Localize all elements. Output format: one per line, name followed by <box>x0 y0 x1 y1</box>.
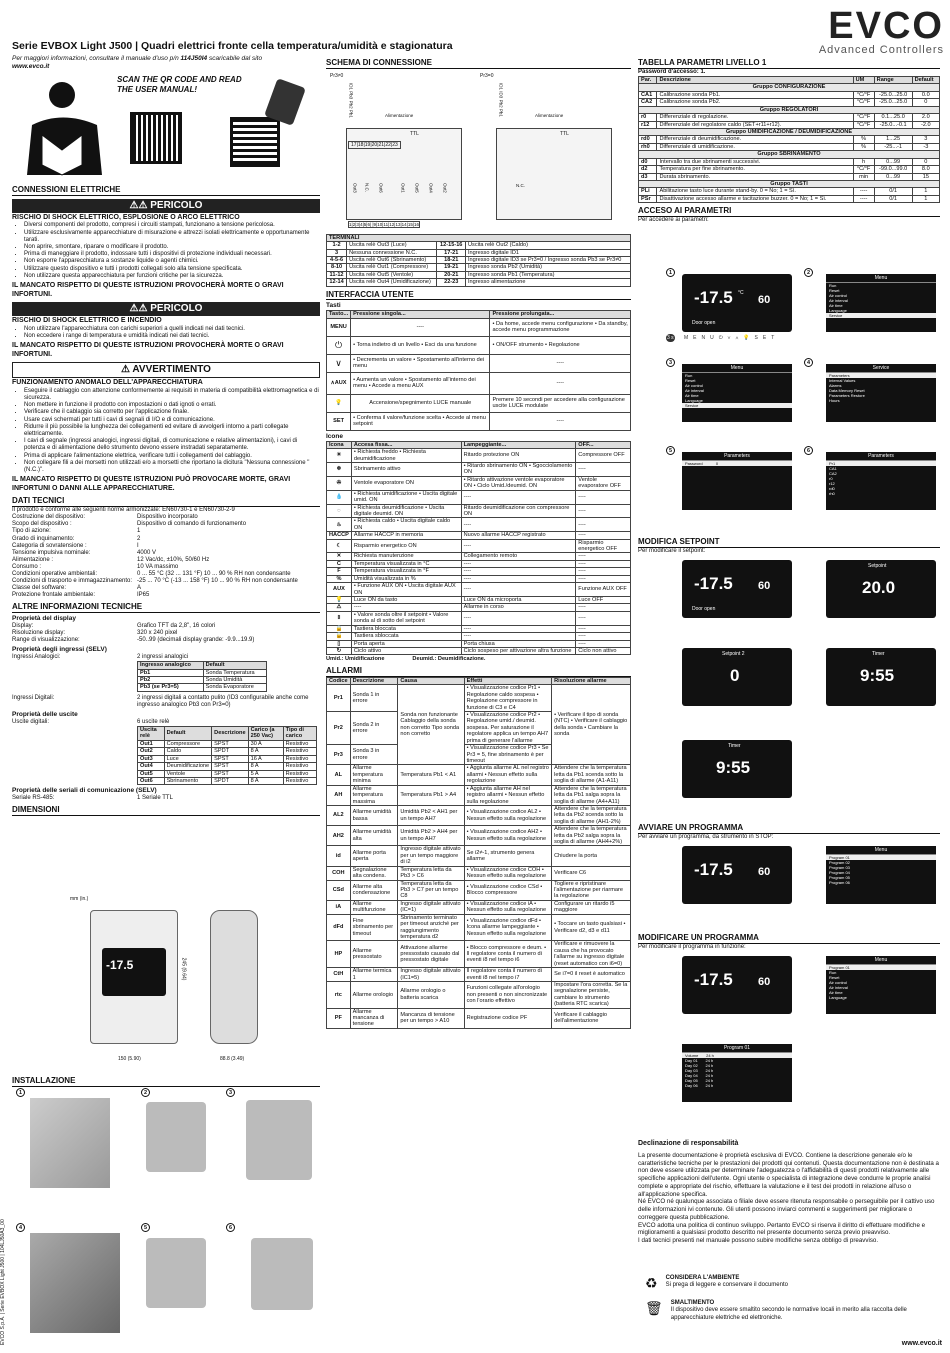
icon-row: 💡 Luce ON da tasto Luce ON da microporta Luce OFF <box>327 597 631 604</box>
tech-row: Protezione frontale ambientale: IP65 <box>12 592 150 599</box>
risk-1: RISCHIO DI SHOCK ELETTRICO, ESPLOSIONE O ARCO ELETTRICO <box>12 213 240 221</box>
icon-row: ◌ • Richiesta deumidificazione • Uscita digitale deumid. ON Ritardo deumidificazione con compressore ON ---- <box>327 504 631 518</box>
tech-row: Tipo di azione: 1 <box>12 528 141 535</box>
d1-item: • Non aprire, smontare, riparare o modificare il prodotto. <box>24 244 320 251</box>
d1-warn: IL MANCATO RISPETTO DI QUESTE ISTRUZIONI PROVOCHERÀ MORTE O GRAVI INFORTUNI. <box>12 281 284 298</box>
dim-h: 245 (9.64) <box>180 957 187 981</box>
set-key-icon: SET <box>327 412 351 430</box>
w-warn: IL MANCATO RISPETTO DI QUESTE ISTRUZIONI PUÒ PROVOCARE MORTE, GRAVI INFORTUNI O DANNI ALLE APPARECCHIATURE. <box>12 476 291 492</box>
param-row: PSr Disattivazione accesso allarme e tacitazione buzzer. 0 = No; 1 = Sì. ---- 0/1 1 <box>639 195 940 202</box>
other-title: ALTRE INFORMAZIONI TECNICHE <box>12 602 320 613</box>
sp-lcd-5: Timer 9:55 <box>682 740 792 798</box>
program-detail: Program 01 Volume 24 h Day 01 24 h Day 02 24 h Day 03 24 h Day 04 24 h Day 05 24 h Day 06 24 h <box>682 1044 792 1102</box>
qr-instruction: SCAN THE QR CODE AND READ THE USER MANUAL! <box>117 75 242 94</box>
menu-key-icon: MENU <box>327 318 351 336</box>
access-sub: Per accedere ai parametri: <box>638 216 709 223</box>
param-row: d2 Temperatura per fine sbrinamento. °C/°F -99.0...99.0 8.0 <box>639 166 940 173</box>
step-1: 1 <box>16 1088 25 1097</box>
d1-item: • Utilizzare esclusivamente apparecchiature di misurazione e attrezzi isolati elettricamente e opportunamente tarati. <box>24 230 320 244</box>
disp-row: Display: Grafico TFT da 2,8", 16 colori <box>12 622 216 629</box>
icon-row: HACCP Allarme HACCP in memoria Nuovo allarme HACCP registrato ---- <box>327 532 631 539</box>
sp-lcd-2: Setpoint 20.0 <box>826 560 936 618</box>
danger-label-2: PERICOLO <box>150 303 203 315</box>
d2-item: • Non eccedere i range di temperatura e umidità indicati nei dati tecnici. <box>24 333 320 340</box>
inst-grid <box>16 1088 320 1346</box>
info-pre: Per maggiori informazioni, consultare il manuale d'uso p/n <box>12 55 181 62</box>
inst-img-1 <box>30 1098 110 1188</box>
icon-row: 🔓 Tastiera sbloccata ---- ---- <box>327 633 631 640</box>
info-post: scaricabile dal sito <box>207 55 263 62</box>
disp-row: Range di visualizzazione: -50..99 (decimali display grande: -9.9...19.9) <box>12 637 255 644</box>
prog-sub: Per avviare un programma, da strumento in STOP: <box>638 833 774 840</box>
tech-row: Consumo : 10 VA massimo <box>12 563 179 570</box>
icon-row: ✕ Richiesta manutenzione Collegamento remoto ---- <box>327 553 631 560</box>
w-item: • Non collegare fili a dei morsetti non utilizzati e/o a morsetti che riportano la dicitura "Nessuna connessione "(N.C.)". <box>24 460 320 474</box>
out-row: Uscite digitali: 6 uscite relè <box>12 718 170 725</box>
tech-row: Grado di inquinamento: 2 <box>12 535 141 542</box>
inst-img-4 <box>30 1233 120 1333</box>
d1-list <box>12 222 320 280</box>
alarms-title: ALLARMI <box>326 666 631 677</box>
access-step-4: 4 <box>804 358 813 367</box>
footer-site[interactable]: www.evco.it <box>901 1340 942 1347</box>
legend: Umid.: Umidificazione Deumid.: Deumidificazione. <box>326 656 486 663</box>
access-steps <box>666 268 946 533</box>
page-title: Serie EVBOX Light J500 | Quadri elettrici fronte cella temperatura/umidità e stagionatura <box>12 40 453 52</box>
inst-img-6 <box>251 1238 313 1310</box>
disp-title: Proprietà del display <box>12 614 76 622</box>
sp-lcd-3: Setpoint 2 0 <box>682 648 792 706</box>
resp-p4: I dati tecnici presenti nel manuale possono subire modifiche senza obbligo di preavviso. <box>638 1237 879 1244</box>
d1-item: • Non esporre l'apparecchiatura a sostanze liquide o agenti chimici. <box>24 258 320 265</box>
reader-icon <box>12 75 117 180</box>
alarm-row: AH Allarme temperatura massima Temperatura Pb1 > A4 • Aggiunta allarme AH nel registro allarmi • Nessun effetto sulla regolazione Attendere che la temperatura letta da Pb1 salga sopra la soglia di allarme (A4+A11) <box>327 785 631 805</box>
step-3: 3 <box>226 1088 235 1097</box>
alarm-row: PF Allarme mancanza di tensione Mancanza di tensione per un tempo > A10 Registrazione codice PF Verificare il cablaggio dell'alimentazione <box>327 1008 631 1028</box>
danger-banner-2: ⚠⚠ PERICOLO <box>12 302 320 316</box>
tech-title: DATI TECNICI <box>12 496 320 507</box>
qr-code-right[interactable] <box>230 117 280 167</box>
dim-drawing <box>60 896 310 1066</box>
resp-p3: EVCO adotta una politica di continuo sviluppo. Pertanto EVCO si riserva il diritto di effettuare modifiche e miglioramenti a qualsiasi prodotto descritto nel presente documento senza previo preavviso. <box>638 1221 926 1237</box>
d2-item: • Non utilizzare l'apparecchiatura con carichi superiori a quelli indicati nei dati tecnici. <box>24 326 320 333</box>
wiring-diagrams <box>326 69 631 234</box>
analog-table: Ingresso analogico Default Pb1 Sonda Temperatura Pb2 Sonda Umidità Pb3 (se Pr3=5) Sonda Evaporatore <box>137 661 267 692</box>
disposal-block: 🗑 SMALTIMENTO Il dispositivo deve essere smaltito secondo le normative locali in merito alla raccolta delle apparecchiature elettriche ed elettroniche. <box>645 1300 907 1321</box>
icon-row: ↻ Ciclo attivo Ciclo sospeso per attivazione altra funzione Ciclo non attivo <box>327 647 631 654</box>
warning-banner: ⚠ AVVERTIMENTO <box>12 362 320 378</box>
info-site: www.evco.it <box>12 62 50 70</box>
setpoint-steps <box>666 560 946 815</box>
info-pn: 114J50I4 <box>180 55 208 62</box>
danger-label-1: PERICOLO <box>150 199 203 211</box>
ui-title: INTERFACCIA UTENTE <box>326 290 631 301</box>
icon-row: ✇ Ventole evaporatore ON • Ritardo attivazione ventole evaporatore ON • Ciclo Umid./deumid. ON Ventole evaporatore OFF <box>327 476 631 490</box>
dim-d: 88.8 (3.49) <box>220 1056 245 1062</box>
icon-row: ❄ Sbrinamento attivo • Ritardo sbrinamento ON • Sgocciolamento ON ---- <box>327 462 631 476</box>
d1-item: • Utilizzare questo dispositivo e tutti i prodotti collegati solo alla tensione specificata. <box>24 266 320 273</box>
ser-row: Seriale RS-485: 1 Seriale TTL <box>12 795 173 802</box>
inst-img-3 <box>246 1100 312 1180</box>
schema-title: SCHEMA DI CONNESSIONE <box>326 58 631 69</box>
resp-title: Declinazione di responsabilità <box>638 1140 739 1147</box>
recycle-icon: ♻ <box>645 1275 658 1291</box>
access-lcd-1: -17.5 °C 60 Door open <box>682 274 792 332</box>
step-5: 5 <box>141 1223 150 1232</box>
dim-title: DIMENSIONI <box>12 805 320 816</box>
param-group: Gruppo CONFIGURAZIONE <box>639 84 940 91</box>
ser-title: Proprietà delle seriali di comunicazione (SELV) <box>12 787 157 795</box>
param-row: r12 Differenziale del regolatore caldo (SET+r11+r12). °C/°F -25.0...-0.1 -2.0 <box>639 121 940 128</box>
w-list <box>12 388 320 474</box>
param-row: rd0 Differenziale di deumidificazione. % 1...25 3 <box>639 136 940 143</box>
alarm-row: dFd Fine sbrinamento per timeout Sbrinamento terminato per timeout anziché per raggiungimento temperatura d2 • Visualizzazione codice dFd • Icona allarme lampeggiante • Nessun effetto sulla regolazione • Toccare un tasto qualsiasi • Verificare d2, d3 e d11 <box>327 914 631 941</box>
icon-row: ♨ • Richiesta caldo • Uscita digitale caldo ON ---- ---- <box>327 518 631 532</box>
alarms-table: Codice Descrizione Causa Effetti Risoluzione allarme Pr1 Sonda 1 in errore Sonda non funzionante Cablaggio della sonda non corretto Tipo sonda non corretto • Visualizzazione codice Pr1 • Regolazione caldo sospesa • Regolazione compressore in funzione di C3 e C4 • Verificare il tipo di sonda (NTC) • Verificare il cablaggio della sonda • Cambiare la sonda Pr2 Sonda 2 in errore • Visualizzazione codice Pr2 • Regolazione umid./ deumid. sospesa. Per saturazione il regolatore applica un tempo AH7 prima di generare l'allarme Pr3 Sonda 3 in errore • Visualizzazione codice Pr3 • Se Pr3 = 5, fine sbrinamento è per timeout AL Allarme temperatura minima Temperatura Pb1 < A1 • Aggiunta allarme AL nel registro allarmi • Nessun effetto sulla regolazione Attendere che la temperatura letta da Pb1 scenda sotto la soglia di allarme (A1-A11) AH Allarme temperatura massima Temperatura Pb1 > A4 • Aggiunta allarme AH nel registro allarmi • Nessun effetto sulla regolazione Attendere che la temperatura letta da Pb1 salga sopra la soglia di allarme (A4+A11) AL2 Allarme umidità bassa Umidità Pb2 < AH1 per un tempo AH7 • Visualizzazione codice AL2 • Nessun effetto sulla regolazione Attendere che la temperatura letta da Pb2 scenda sotto la soglia di allarme (AH1-2%) AH2 Allarme umidità alta Umidità Pb2 > AH4 per un tempo AH7 • Visualizzazione codice AH2 • Nessun effetto sulla regolazione Attendere che la temperatura letta da Pb2 salga sopra la soglia di allarme (AH4+2%) id Allarme porta aperta Ingresso digitale attivato per un tempo maggiore di i2 Se i2≠-1, strumento genera allarme Chiudere la porta COH Segnalazione alta condens. Temperatura letta da Pb3 > C6 • Visualizzazione codice COH • Nessun effetto sulla regolazione Verificare C6 CSd Allarme alta condensazione Temperatura letta da Pb3 > C7 per un tempo C8 • Visualizzazione codice CSd • Blocco compressore Togliere e ripristinare l'alimentazione per riarmare la regolazione iA Allarme multifunzione Ingresso digitale attivato (IC=1) • Visualizzazione codice iA • Nessun effetto sulla regolazione Configurare un ritardo i5 maggiore dFd Fine sbrinamento per timeout Sbrinamento terminato per timeout anziché per raggiungimento temperatura d2 • Visualizzazione codice dFd • Icona allarme lampeggiante • Nessun effetto sulla regolazione • Toccare un tasto qualsiasi • Verificare d2, d3 e d11 HP Allarme pressostato Attivazione allarme pressostato causato dal pressostato digitale • Blocco compressore e deum. • Il regolatore conta il numero di eventi i8 nel tempo i6 Verificare e rimuovere la causa che ha provocato l'allarme su ingresso digitale (reset automatico con i6=0) CtH Allarme termica 1 Ingresso digitale attivato (IC1=5) Il regolatore conta il numero di eventi i8 nel tempo i7 Se i7=0 il reset è automatico rtc Allarme orologio Allarme orologio o batteria scarica Funzioni collegate all'orologio non presenti o non sincronizzate con l'orario effettivo Impostare l'ora corretta. Se la segnalazione persiste, cambiare lo strumento (batteria RTC scarica) PF Allarme mancanza di tensione Mancanza di tensione per un tempo > A10 Registrazione codice PF Verificare il cablaggio dell'alimentazione <box>326 677 631 1029</box>
w-item: • Eseguire il cablaggio con attenzione conformemente ai requisiti in materia di compatibilità elettromagnetica e di sicurezza. <box>24 388 320 402</box>
tech-row: Costruzione del dispositivo: Dispositivo incorporato <box>12 514 198 521</box>
w-item: • Usare cavi schermati per tutti i cavi di segnali di I/O e di comunicazione. <box>24 417 320 424</box>
mprog-lcd: -17.5 60 <box>682 956 792 1014</box>
icon-row: AUX • Funzione AUX ON • Uscita digitale AUX ON ---- Funzione AUX OFF <box>327 583 631 597</box>
params-title: TABELLA PARAMETRI LIVELLO 1 <box>638 58 940 69</box>
icone-title: Icone <box>326 432 343 440</box>
icon-row: 💧 • Richiesta umidificazione • Uscita digitale umid. ON ---- ---- <box>327 490 631 504</box>
tech-rows <box>12 514 320 599</box>
alarm-row: Pr1 Sonda 1 in errore Sonda non funzionante Cablaggio della sonda non corretto Tipo sonda non corretto • Visualizzazione codice Pr1 • Regolazione caldo sospesa • Regolazione compressore in funzione di C3 e C4 • Verificare il tipo di sonda (NTC) • Verificare il cablaggio della sonda • Cambiare la sonda <box>327 685 631 712</box>
param-group: Gruppo SBRINAMENTO <box>639 151 940 158</box>
side-view <box>210 910 258 1044</box>
alarm-row: id Allarme porta aperta Ingresso digitale attivato per un tempo maggiore di i2 Se i2≠-1, strumento genera allarme Chiudere la porta <box>327 846 631 866</box>
power-key-icon: ⏻ <box>327 336 351 354</box>
param-row: d0 Intervallo tra due sbrinamenti successivi. h 0...99 0 <box>639 158 940 165</box>
setpoint-section <box>638 534 940 555</box>
manual-info <box>12 55 322 71</box>
d1-item: • Prima di maneggiare il prodotto, indossare tutti i dispositivi di protezione individuali necessari. <box>24 251 320 258</box>
resp-p2: Né EVCO né qualunque associata o filiale deve essere ritenuta responsabile o perseguibile per il cattivo uso delle informazioni ivi contenute. Gli utenti possono inviarci commenti e suggerimenti per migliorare o correggere questa pubblicazione. <box>638 1198 935 1221</box>
keys-table: Tasto... Pressione singola... Pressione prolungata... MENU ---- • Da home, accede menu configurazione • Da standby, accede menu programmazione ⏻ • Torna indietro di un livello • Esci da una funzione • ON/OFF strumento • Regolazione ∨ • Decrementa un valore • Spostamento all'interno dei menu ---- ∧AUX • Aumenta un valore • Spostamento all'interno dei menu • Accede a menu AUX ---- 💡 Accensione/spegnimento LUCE manuale Premere 10 secondi per accedere alla configurazione uscite LUCE modulate SET • Conferma il valore/funzione scelta • Accede al menu setpoint ---- <box>326 310 631 430</box>
param-row: CA1 Calibrazione sonda Pb1. °C/°F -25.0...25.0 0.0 <box>639 91 940 98</box>
w-item: • Non mettere in funzione il prodotto con impostazioni o dati ignoti o errati. <box>24 402 320 409</box>
resp-p1: La presente documentazione è proprietà esclusiva di EVCO. Contiene la descrizione generale e/o le caratteristiche tecniche per le prestazioni dei prodotti qui contenuti. Questa documentazione non è destinata a non deve essere utilizzata per determinare l'adeguatezza o l'affidabilità di questi prodotti relativamente alle specifiche applicazioni dell'utente. Ogni utente o specialista di integrazione deve condurre le proprie analisi complete e appropriate del rischio, effettuare la valutazione e il test dei prodotti in relazione all'uso o all'applicazione specifica. <box>638 1151 939 1198</box>
access-menu-params: Parameters Pr1 CA1 CA2 r0 r12 rd0 rh0 <box>826 452 936 510</box>
param-row: PLi Abilitazione tasto luce durante stand-by. 0 = No; 1 = Sì. ---- 0/1 1 <box>639 188 940 195</box>
access-menu-1: Menu Run Reset Air control Air interval Air time Language Service <box>826 274 936 332</box>
mprog-menu: Menu Program 01 Run Reset Air control Air interval Air time Language <box>826 956 936 1014</box>
setp-title: MODIFICA SETPOINT <box>638 537 940 548</box>
icon-row: 🔒 Tastiera bloccata ---- ---- <box>327 625 631 632</box>
alarm-row: AL2 Allarme umidità bassa Umidità Pb2 < AH1 per un tempo AH7 • Visualizzazione codice AL2 • Nessun effetto sulla regolazione Attendere che la temperatura letta da Pb2 scenda sotto la soglia di allarme (AH1-2%) <box>327 805 631 825</box>
prog-title: AVVIARE UN PROGRAMMA <box>638 823 940 834</box>
icon-row: C Temperatura visualizzata in °C ---- ---- <box>327 560 631 567</box>
disclaimer <box>638 1140 940 1245</box>
access-keys-1[interactable]: MENU⏻∨∧💡SET <box>684 335 780 341</box>
bin-icon: 🗑 <box>645 1300 663 1316</box>
alarm-row: Pr3 Sonda 3 in errore • Visualizzazione codice Pr3 • Se Pr3 = 5, fine sbrinamento è per timeout <box>327 745 631 765</box>
param-group: Gruppo TASTI <box>639 180 940 187</box>
up-aux-key-icon: ∧AUX <box>327 372 351 394</box>
alarm-row: AL Allarme temperatura minima Temperatura Pb1 < A1 • Aggiunta allarme AL nel registro allarmi • Nessun effetto sulla regolazione Attendere che la temperatura letta da Pb1 scenda sotto la soglia di allarme (A1-A11) <box>327 765 631 785</box>
icon-row: ☾ Risparmio energetico ON ---- Risparmio energetico OFF <box>327 539 631 553</box>
icon-row: ✳ • Richiesta freddo • Richiesta deumidificazione Ritardo protezione ON Compressore OFF <box>327 449 631 463</box>
logo-tagline: Advanced Controllers <box>818 44 944 56</box>
tech-row: Categoria di sovratensione : I <box>12 542 139 549</box>
down-key-icon: ∨ <box>327 354 351 372</box>
qr-code-left[interactable] <box>130 112 182 164</box>
inst-img-5 <box>146 1238 206 1308</box>
w-item: • Ridurre il più possibile la lunghezza dei collegamenti ed evitare di avvolgerli intorno a parti collegate elettricamente. <box>24 424 320 438</box>
access-step-3: 3 <box>666 358 675 367</box>
param-row: r0 Differenziale di regolazione. °C/°F 0.1...25.0 2.0 <box>639 114 940 121</box>
alarm-row: rtc Allarme orologio Allarme orologio o batteria scarica Funzioni collegate all'orologio non presenti o non sincronizzate con l'orario effettivo Impostare l'ora corretta. Se la segnalazione persiste, cambiare lo strumento (batteria RTC scarica) <box>327 981 631 1008</box>
inst-title: INSTALLAZIONE <box>12 1076 320 1087</box>
icons-table: Icona Accesa fissa... Lampeggiante... OFF... ✳ • Richiesta freddo • Richiesta deumidificazione Ritardo protezione ON Compressore OFF ❄ Sbrinamento attivo • Ritardo sbrinamento ON • Sgocciolamento ON ---- ✇ Ventole evaporatore ON • Ritardo attivazione ventole evaporatore ON • Ciclo Umid./deumid. ON Ventole evaporatore OFF 💧 • Richiesta umidificazione • Uscita digitale umid. ON ---- ---- ◌ • Richiesta deumidificazione • Uscita digitale deumid. ON Ritardo deumidificazione con compressore ON ---- ♨ • Richiesta caldo • Uscita digitale caldo ON ---- ---- HACCP Allarme HACCP in memoria Nuovo allarme HACCP registrato ---- ☾ Risparmio energetico ON ---- Risparmio energetico OFF ✕ Richiesta manutenzione Collegamento remoto ---- C Temperatura visualizzata in °C ---- ---- F Temperatura visualizzata in °F ---- ---- % Umidità visualizzata in % ---- ---- AUX • Funzione AUX ON • Uscita digitale AUX ON ---- Funzione AUX OFF 💡 Luce ON da tasto Luce ON da microporta Luce OFF ⚠ ---- Allarme in corso ---- ⇕ • Valore sonda oltre il setpoint • Valore sonda al di sotto del setpoint ---- ---- 🔒 Tastiera bloccata ---- ---- 🔓 Tastiera sbloccata ---- ---- ▯ Porta aperta Porta chiusa ---- ↻ Ciclo attivo Ciclo sospeso per attivazione altra funzione Ciclo non attivo <box>326 441 631 656</box>
access-step-2: 2 <box>804 268 813 277</box>
danger-banner-1: ⚠⚠ PERICOLO <box>12 199 320 213</box>
middle-column <box>326 55 631 1029</box>
access-menu-2: Menu Run Reset Air control Air interval Air time Language Service <box>682 364 792 422</box>
param-row: rh0 Differenziale di umidificazione. % -25...-1 -3 <box>639 143 940 150</box>
icon-row: % Umidità visualizzata in % ---- ---- <box>327 575 631 582</box>
risk-2: RISCHIO DI SHOCK ELETTRICO E INCENDIO <box>12 317 162 325</box>
ain-row: Ingressi Analogici: 2 ingressi analogici <box>12 654 189 661</box>
prog-section <box>638 820 940 841</box>
icon-row: F Temperatura visualizzata in °F ---- ---- <box>327 568 631 575</box>
hold-badge: 3 s <box>667 335 674 341</box>
d2-list <box>12 326 320 340</box>
reader-illustration <box>12 75 117 180</box>
w-item: • Prima di applicare l'alimentazione elettrica, verificare tutti i collegamenti del cablaggio. <box>24 453 320 460</box>
alarm-row: Pr2 Sonda 2 in errore • Visualizzazione codice Pr2 • Regolazione umid./ deumid. sospesa. Per saturazione il regolatore applica un tempo AH7 prima di generare l'allarme <box>327 712 631 745</box>
tasti-title: Tasti <box>326 302 341 310</box>
icon-row: ⚠ ---- Allarme in corso ---- <box>327 604 631 611</box>
sp-lcd-4: Timer 9:55 <box>826 648 936 706</box>
alarm-row: COH Segnalazione alta condens. Temperatura letta da Pb3 > C6 • Visualizzazione codice COH • Nessun effetto sulla regolazione Verificare C6 <box>327 866 631 880</box>
risk-3: FUNZIONAMENTO ANOMALO DELL'APPARECCHIATURA <box>12 379 203 387</box>
dim-unit: mm (in.) <box>70 896 89 902</box>
access-step-1: 1 <box>666 268 675 277</box>
access-menu-service: Service Parameters Internal Values Alarms Data Memory Reset Parameters Restore Hours <box>826 364 936 422</box>
alarm-row: AH2 Allarme umidità alta Umidità Pb2 > AH4 per un tempo AH7 • Visualizzazione codice AH2 • Nessun effetto sulla regolazione Attendere che la temperatura letta da Pb2 salga sopra la soglia di allarme (AH4+2%) <box>327 826 631 846</box>
disp-row: Risoluzione display: 320 x 240 pixel <box>12 629 178 636</box>
access-step-6: 6 <box>804 446 813 455</box>
param-group: Gruppo REGOLATORI <box>639 106 940 113</box>
access-title: ACCESO AI PARAMETRI <box>638 206 940 217</box>
dim-w: 150 (5.90) <box>118 1056 141 1062</box>
tech-row: Alimentazione : 12 Vac/dc, ±10%, 50/60 Hz <box>12 556 210 563</box>
output-table: Uscita relè Default Descrizione Carico (a 250 Vac) Tipo di carico Out1 Compressore SPST 30 A Resistivo Out2 Caldo SPDT 8 A Resistivo Out3 Luce SPST 16 A Resistivo Out4 Deumidificazione SPST 8 A Resistivo Out5 Ventole SPST 5 A Resistivo Out6 Sbrinamento SPDT 8 A Resistivo <box>137 726 317 785</box>
sp-lcd-1: -17.5 60 Door open <box>682 560 792 618</box>
step-2: 2 <box>141 1088 150 1097</box>
tech-row: Scopo del dispositivo : Dispositivo di comando di funzionamento <box>12 521 247 528</box>
logo-text: EVCO <box>828 5 944 47</box>
diagram-a: Pr3≠0 ID1 Pb3 Pb2 Pb1 Alimentazione TTL 17|18|19|20|21|22|23 Out3 N.C. Out6 Out1 Out5 Out4 Out2 1|2|3|4|5|6| |9|10|11|12|13|14|15|16 <box>330 73 470 229</box>
step-4: 4 <box>16 1223 25 1232</box>
access-menu-pwd: Parameters Password 0 <box>682 452 792 510</box>
alarm-row: CtH Allarme termica 1 Ingresso digitale attivato (IC1=5) Il regolatore conta il numero di eventi i8 nel tempo i7 Se i7=0 il reset è automatico <box>327 968 631 982</box>
alarm-row: HP Allarme pressostato Attivazione allarme pressostato causato dal pressostato digitale • Blocco compressore e deum. • Il regolatore conta il numero di eventi i8 nel tempo i6 Verificare e rimuovere la causa che ha provocato l'allarme su ingresso digitale (reset automatico con i6=0) <box>327 941 631 968</box>
din-row: Ingressi Digitali: 2 ingressi digitali a contatto pulito (ID3 configurabile anche come ingresso analogico Pb3 con Pr3=0) <box>12 694 309 708</box>
diagram-b: Pr3=0 ID1 ID3 Pb2 Pb1 Alimentazione TTL N.C. <box>480 73 620 229</box>
param-row: d3 Durata sbrinamento. min 0...99 15 <box>639 173 940 180</box>
brand-logo <box>818 5 944 57</box>
prog-menu: Menu Program 01 Program 02 Program 03 Program 04 Program 05 Program 06 <box>826 846 936 904</box>
w-item: • I cavi di segnale (ingressi analogici, ingressi digitali, di comunicazione e relative alimentazioni), i cavi di potenza e di alimentazione dello strumento devono essere instradati separatamente. <box>24 438 320 452</box>
mprog-title: MODIFICARE UN PROGRAMMA <box>638 933 940 944</box>
tech-row: Condizioni di trasporto e immagazzinamento: -25 ... 70 °C (-13 ... 158 °F) 10 ... 90 % RH non condensante <box>12 577 298 584</box>
env-block: ♻ CONSIDERA L'AMBIENTE Si prega di leggere e conservare il documento <box>645 1275 788 1291</box>
prog-lcd: -17.5 60 <box>682 846 792 904</box>
setp-sub: Per modificare il setpoint: <box>638 547 706 554</box>
mprog-sub: Per modificare il programma in funzione: <box>638 943 746 950</box>
tech-row: Tensione impulsiva nominale: 4000 V <box>12 549 157 556</box>
tech-row: Condizioni operative ambientali: 0 ... 55 °C (32 ... 131 °F) 10 ... 90 % RH non condensante <box>12 570 291 577</box>
front-lcd: -17.5 <box>102 948 166 996</box>
inst-img-2 <box>146 1102 206 1172</box>
doc-code: EVCO S.p.A. | Serie EVBOX Light J500 | 104LJ50A3_00 <box>0 1219 6 1345</box>
w-item: • Verificare che il cablaggio sia corretto per l'applicazione finale. <box>24 409 320 416</box>
terminals-table: TERMINALI 1-2 Uscita relè Out3 (Luce) 12-15-16 Uscita relè Out2 (Caldo) 3 Nessuna connessione N.C. 17-21 Ingresso digitale ID1 4-5-6 Uscita relè Out6 (Sbrinamento) 18-21 Ingresso digitale ID3 se Pr3=0 / Ingresso sonda Pb3 se Pr3≠0 8-10 Uscita relè Out1 (Compressore) 19-21 Ingresso sonda Pb2 (Umidità) 11-12 Uscita relè Out5 (Ventole) 20-21 Ingresso sonda Pb1 (Temperatura) 12-14 Uscita relè Out4 (Umidificazione) 22-23 Ingresso alimentazione <box>326 234 631 287</box>
icon-row: ▯ Porta aperta Porta chiusa ---- <box>327 640 631 647</box>
icon-row: ⇕ • Valore sonda oltre il setpoint • Valore sonda al di sotto del setpoint ---- ---- <box>327 611 631 625</box>
conn-title: CONNESSIONI ELETTRICHE <box>12 185 320 196</box>
d1-item: • Diversi componenti del prodotto, compresi i circuiti stampati, funzionano a tensione pericolosa. <box>24 222 320 229</box>
d2-warn: IL MANCATO RISPETTO DI QUESTE ISTRUZIONI PROVOCHERÀ MORTE O GRAVI INFORTUNI. <box>12 342 284 358</box>
tech-intro: Il prodotto è conforme alle seguenti norme armonizzate: EN60730-1 e EN60730-2-9 <box>12 506 235 513</box>
left-column <box>12 182 320 816</box>
right-column <box>638 55 940 224</box>
param-row: CA2 Calibrazione sonda Pb2. °C/°F -25.0...25.0 0 <box>639 99 940 106</box>
out-title: Proprietà delle uscite <box>12 710 78 718</box>
tech-row: Classe del software: A <box>12 585 142 592</box>
d1-item: • Non utilizzare questa apparecchiatura per funzioni critiche per la sicurezza. <box>24 273 320 280</box>
alarm-row: CSd Allarme alta condensazione Temperatura letta da Pb3 > C7 per un tempo C8 • Visualizzazione codice CSd • Blocco compressore Togliere e ripristinare l'alimentazione per riarmare la regolazione <box>327 880 631 900</box>
ain-title: Proprietà degli ingressi (SELV) <box>12 646 107 654</box>
light-key-icon: 💡 <box>327 394 351 412</box>
alarm-row: iA Allarme multifunzione Ingresso digitale attivato (IC=1) • Visualizzazione codice iA • Nessun effetto sulla regolazione Configurare un ritardo i5 maggiore <box>327 900 631 914</box>
params-pwd: Password d'accesso: 1. <box>638 68 706 75</box>
step-6: 6 <box>226 1223 235 1232</box>
access-step-5: 5 <box>666 446 675 455</box>
mprog-section <box>638 930 940 951</box>
params-table: Par. Descrizione UM Range Default Gruppo CONFIGURAZIONE CA1 Calibrazione sonda Pb1. °C/°F -25.0...25.0 0.0 CA2 Calibrazione sonda Pb2. °C/°F -25.0...25.0 0 Gruppo REGOLATORI r0 Differenziale di regolazione. °C/°F 0.1...25.0 2.0 r12 Differenziale del regolatore caldo (SET+r11+r12). °C/°F -25.0...-0.1 -2.0 Gruppo UMIDIFICAZIONE / DEUMIDIFICAZIONE rd0 Differenziale di deumidificazione. % 1...25 3 rh0 Differenziale di umidificazione. % -25...-1 -3 Gruppo SBRINAMENTO d0 Intervallo tra due sbrinamenti successivi. h 0...99 0 d2 Temperatura per fine sbrinamento. °C/°F -99.0...99.0 8.0 d3 Durata sbrinamento. min 0...99 15 Gruppo TASTI PLi Abilitazione tasto luce durante stand-by. 0 = No; 1 = Sì. ---- 0/1 1 PSr Disattivazione accesso allarme e tacitazione buzzer. 0 = No; 1 = Sì. ---- 0/1 1 <box>638 76 940 203</box>
warning-label: AVVERTIMENTO <box>132 364 211 376</box>
param-group: Gruppo UMIDIFICAZIONE / DEUMIDIFICAZIONE <box>639 129 940 136</box>
